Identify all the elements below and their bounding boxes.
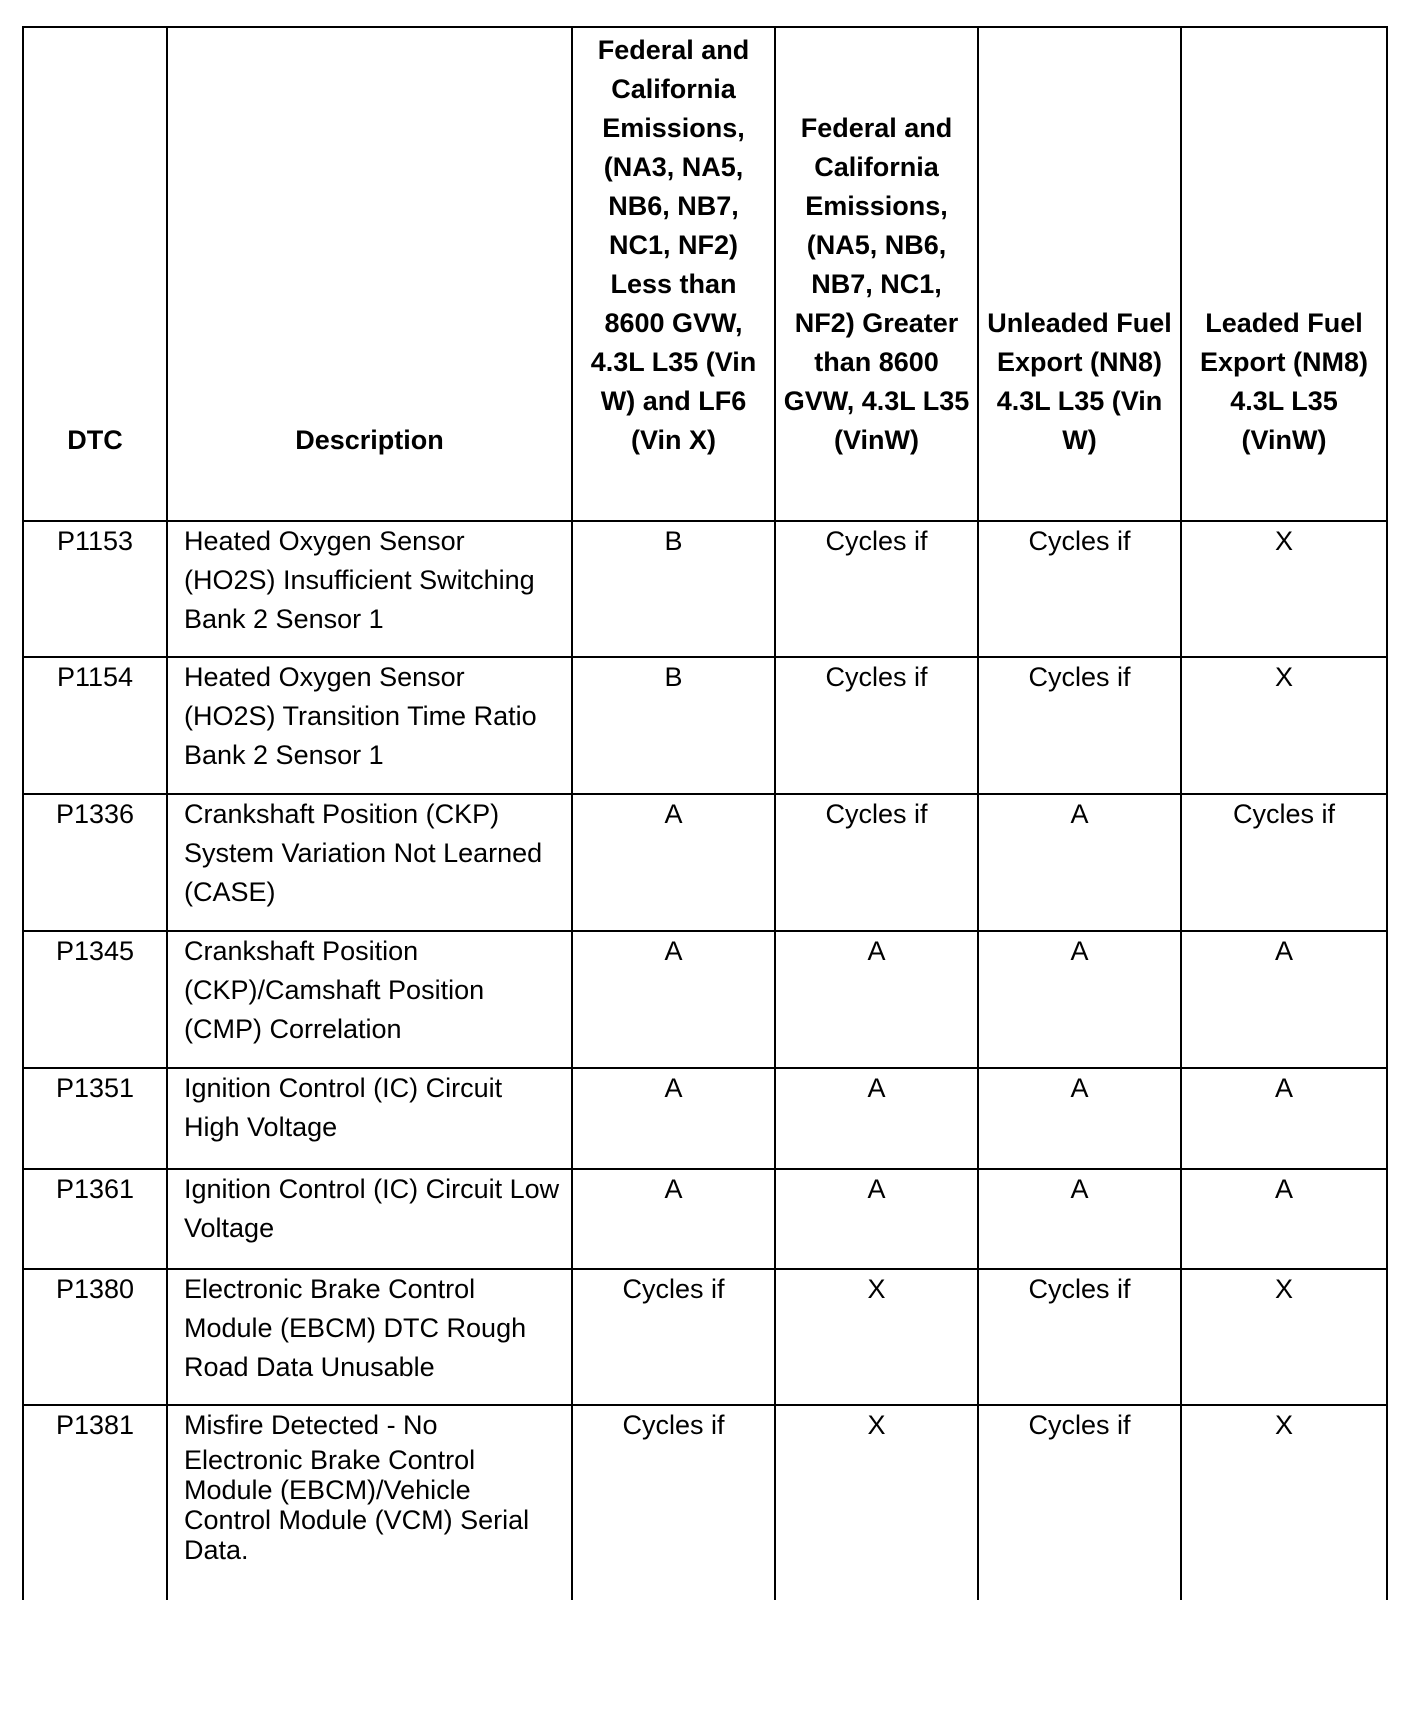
dtc-code: P1380 xyxy=(23,1269,167,1405)
value-col1: Cycles if xyxy=(572,1269,775,1405)
description-text: Crankshaft Position (CKP)/Camshaft Position (CMP) Correlation xyxy=(184,936,485,1044)
value-col4: X xyxy=(1181,657,1387,794)
value-col4: X xyxy=(1181,521,1387,657)
value-col2: A xyxy=(775,931,978,1068)
table-row xyxy=(23,521,1387,657)
header-leaded-fuel-export: Leaded Fuel Export (NM8) 4.3L L35 (VinW) xyxy=(1181,27,1387,521)
header-federal-california-less-8600: Federal and California Emissions, (NA3, NA5, NB6, NB7, NC1, NF2) Less than 8600 GVW, 4.3L L35 (Vin W) and LF6 (Vin X) xyxy=(572,27,775,521)
value-col4: Cycles if xyxy=(1181,794,1387,931)
dtc-table xyxy=(22,26,1388,1600)
value-col4: X xyxy=(1181,1405,1387,1600)
value-col1: A xyxy=(572,1068,775,1169)
header-dtc: DTC xyxy=(23,27,167,521)
table-row xyxy=(23,931,1387,1068)
dtc-description xyxy=(167,931,572,1068)
value-col2: A xyxy=(775,1068,978,1169)
value-col2: Cycles if xyxy=(775,521,978,657)
value-col3: A xyxy=(978,794,1181,931)
description-text: Heated Oxygen Sensor (HO2S) Transition Time Ratio Bank 2 Sensor 1 xyxy=(184,662,537,770)
description-text: Crankshaft Position (CKP) System Variation Not Learned (CASE) xyxy=(184,799,543,907)
dtc-code: P1351 xyxy=(23,1068,167,1169)
table-row xyxy=(23,657,1387,794)
value-col4: A xyxy=(1181,931,1387,1068)
value-col2: Cycles if xyxy=(775,657,978,794)
value-col3: A xyxy=(978,1068,1181,1169)
table-row xyxy=(23,1068,1387,1169)
dtc-code: P1361 xyxy=(23,1169,167,1269)
value-col1: Cycles if xyxy=(572,1405,775,1600)
header-federal-california-greater-8600: Federal and California Emissions, (NA5, NB6, NB7, NC1, NF2) Greater than 8600 GVW, 4.3L L35 (VinW) xyxy=(775,27,978,521)
table-row xyxy=(23,1169,1387,1269)
value-col3: A xyxy=(978,931,1181,1068)
dtc-code: P1336 xyxy=(23,794,167,931)
value-col2: X xyxy=(775,1405,978,1600)
description-text: Ignition Control (IC) Circuit Low Voltage xyxy=(184,1174,560,1243)
value-col2: Cycles if xyxy=(775,794,978,931)
value-col4: A xyxy=(1181,1068,1387,1169)
table-body xyxy=(23,521,1387,1600)
table-row xyxy=(23,1405,1387,1600)
description-text-continued: Electronic Brake Control Module (EBCM)/Vehicle Control Module (VCM) Serial Data. xyxy=(184,1445,530,1565)
header-row xyxy=(23,27,1387,521)
table-row xyxy=(23,1269,1387,1405)
dtc-description xyxy=(167,521,572,657)
value-col4: X xyxy=(1181,1269,1387,1405)
value-col3: Cycles if xyxy=(978,1269,1181,1405)
value-col1: B xyxy=(572,521,775,657)
header-unleaded-fuel-export: Unleaded Fuel Export (NN8) 4.3L L35 (Vin W) xyxy=(978,27,1181,521)
dtc-code: P1154 xyxy=(23,657,167,794)
dtc-description xyxy=(167,794,572,931)
description-text: Ignition Control (IC) Circuit High Voltage xyxy=(184,1073,503,1142)
value-col3: Cycles if xyxy=(978,521,1181,657)
value-col1: A xyxy=(572,1169,775,1269)
value-col2: X xyxy=(775,1269,978,1405)
value-col3: Cycles if xyxy=(978,657,1181,794)
dtc-description xyxy=(167,1269,572,1405)
value-col3: A xyxy=(978,1169,1181,1269)
dtc-code: P1345 xyxy=(23,931,167,1068)
value-col4: A xyxy=(1181,1169,1387,1269)
header-description: Description xyxy=(167,27,572,521)
description-text: Electronic Brake Control Module (EBCM) DTC Rough Road Data Unusable xyxy=(184,1274,527,1382)
description-text: Misfire Detected - No xyxy=(184,1410,438,1440)
description-text: Heated Oxygen Sensor (HO2S) Insufficient Switching Bank 2 Sensor 1 xyxy=(184,526,535,634)
dtc-description xyxy=(167,1405,572,1600)
table-header xyxy=(23,27,1387,521)
value-col3: Cycles if xyxy=(978,1405,1181,1600)
dtc-code: P1381 xyxy=(23,1405,167,1600)
dtc-description xyxy=(167,1169,572,1269)
table-row xyxy=(23,794,1387,931)
dtc-description xyxy=(167,657,572,794)
value-col1: B xyxy=(572,657,775,794)
value-col1: A xyxy=(572,794,775,931)
value-col2: A xyxy=(775,1169,978,1269)
dtc-description xyxy=(167,1068,572,1169)
value-col1: A xyxy=(572,931,775,1068)
dtc-code: P1153 xyxy=(23,521,167,657)
